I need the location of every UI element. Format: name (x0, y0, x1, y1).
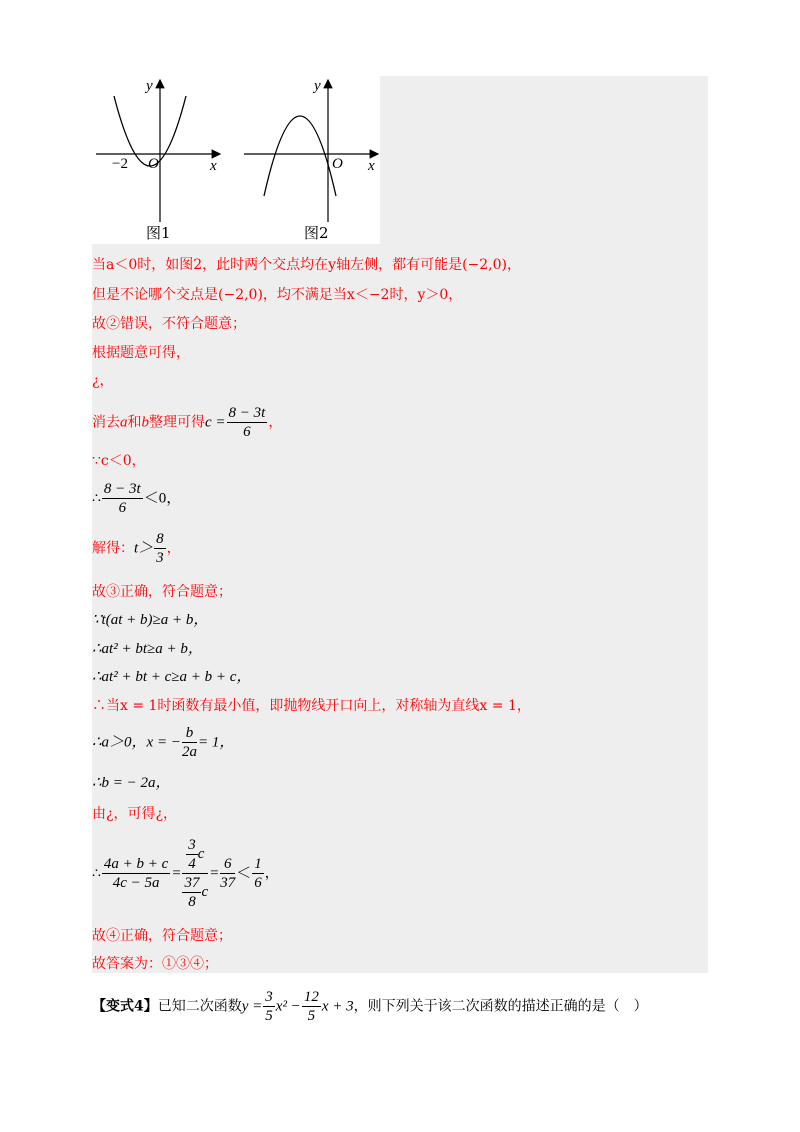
line-17: 由¿，可得¿， (92, 806, 178, 822)
fig2-caption: 图2 (304, 224, 329, 242)
fig1-y-label: y (146, 78, 153, 94)
line-11: ∵t(at + b)≥a + b， (92, 612, 209, 628)
line-2: 但是不论哪个交点是(−2,0)，均不满足当x＜−2时，y＞0， (92, 287, 463, 303)
fig2-x-label: x (368, 158, 375, 174)
line-3: 故②错误，不符合题意； (92, 316, 246, 332)
fraction: $\frac{4a + b + c}{4c - 5a}$ (103, 856, 169, 891)
line-18: ∴ $\frac{4a + b + c}{4c - 5a}$ = $\frac{3}{4}$ c $\frac{37}{8}$ c = $\frac{6}{37}$ ＜ $\frac{1}{6}$ ， (92, 837, 279, 910)
line-19: 故④正确，符合题意； (92, 928, 232, 944)
fraction: $\frac{6}{37}$ (220, 856, 236, 891)
figure-1 (96, 78, 220, 242)
variant-tag: 【变式4】 (92, 998, 158, 1015)
line-10: 故③正确，符合题意； (92, 584, 232, 600)
fig2-parabola (264, 116, 336, 196)
fig1-origin-label: O (148, 156, 159, 172)
line-7: ∵c＜0， (92, 453, 146, 469)
fig1-x-label: x (210, 158, 217, 174)
fraction: $\frac{3}{5}$ (265, 989, 273, 1024)
figure-box (92, 76, 380, 244)
fig1-caption: 图1 (146, 224, 171, 242)
fraction: $\frac{8 - 3t}{6}$ (103, 481, 141, 516)
line-6: 消去a和b整理可得c = $\frac{8 - 3t}{6}$ ， (92, 405, 283, 440)
line-13: ∴at² + bt + c≥a + b + c， (92, 669, 252, 685)
fraction: $\frac{1}{6}$ (254, 856, 262, 891)
fig1-tick-label: −2 (112, 156, 128, 172)
line-1: 当a＜0时，如图2，此时两个交点均在y轴左侧，都有可能是(−2,0)， (92, 257, 521, 273)
line-4: 根据题意可得， (92, 345, 190, 361)
fraction: $\frac{b}{2a}$ (181, 725, 197, 760)
figure-2 (244, 78, 378, 242)
compound-fraction: $\frac{3}{4}$ c $\frac{37}{8}$ c (184, 837, 209, 910)
fraction: $\frac{12}{5}$ (303, 989, 319, 1024)
fig2-y-label: y (314, 78, 321, 94)
fraction: $\frac{8 - 3t}{6}$ (228, 405, 266, 440)
line-8: ∴ $\frac{8 - 3t}{6}$ ＜0， (92, 481, 182, 516)
line-12: ∴at² + bt≥a + b， (92, 641, 203, 657)
line-5: ¿， (92, 373, 114, 389)
line-15: ∴a＞0，x = − $\frac{b}{2a}$ = 1， (92, 725, 235, 760)
fraction: $\frac{8}{3}$ (156, 531, 164, 566)
fig2-origin-label: O (332, 156, 343, 172)
line-16: ∴b = − 2a， (92, 775, 171, 791)
parabola-figures (92, 76, 380, 244)
line-20: 故答案为：①③④； (92, 956, 218, 972)
variant-question: 【变式4】已知二次函数y = $\frac{3}{5}$ x² − $\frac{12}{5}$ x + 3，则下列关于该二次函数的描述正确的是（ ） (92, 989, 648, 1024)
line-9: 解得：t＞ $\frac{8}{3}$ ， (92, 531, 181, 566)
line-14: ∴当x = 1时函数有最小值，即抛物线开口向上，对称轴为直线x = 1， (92, 698, 531, 714)
